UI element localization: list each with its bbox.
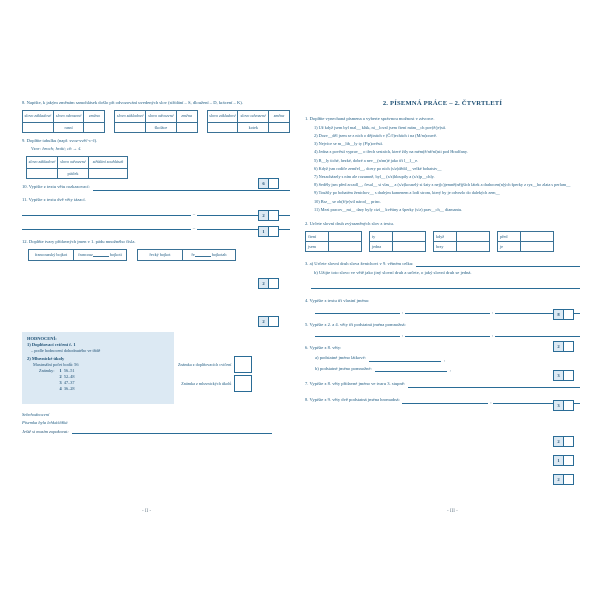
grade-value: 1	[59, 368, 62, 374]
col-header-derived: slovo odvozené	[146, 110, 177, 122]
fill-blank[interactable]	[93, 252, 109, 257]
task5-answer-line-3[interactable]	[495, 331, 580, 337]
table-row[interactable]	[207, 110, 290, 133]
grade-entry-box[interactable]	[234, 356, 252, 373]
score-box-task10[interactable]	[258, 226, 279, 237]
score-entry[interactable]	[564, 370, 574, 381]
col-header-derived: slovo odvozené	[58, 156, 89, 168]
col-header-base: slovo základové	[207, 110, 238, 122]
cell-base[interactable]	[115, 122, 146, 132]
fill-prefix: francouz	[78, 252, 93, 258]
score-entry[interactable]	[269, 226, 279, 237]
task6a-answer-line[interactable]	[369, 356, 441, 362]
grade-scale-row	[60, 386, 75, 392]
task3b-prompt: b) Užijte toto slovo ve větě jako jiný slovní druh a určete, o jaký slovní druh se jedná.	[314, 270, 472, 276]
cell-base[interactable]	[207, 122, 238, 132]
score-entry[interactable]	[564, 341, 574, 352]
task5-answer-line-1[interactable]	[315, 331, 400, 337]
cell-answer[interactable]	[329, 231, 362, 241]
cell-word: brzy	[434, 241, 457, 251]
grade-entry-row[interactable]	[178, 356, 252, 373]
task7-prompt: 7. Vypište z 8. věty přídavné jméno ve tvaru 3. stupně:	[305, 381, 406, 387]
cell-answer[interactable]	[457, 231, 490, 241]
answer-separator: ,	[449, 367, 451, 373]
self-evaluation	[22, 412, 272, 434]
page-number-left: - II -	[142, 509, 152, 514]
col-header-base: slovo základové	[23, 110, 54, 122]
task9-table[interactable]	[26, 156, 128, 179]
cell-answer[interactable]	[393, 231, 426, 241]
task7-answer-line[interactable]	[408, 382, 580, 388]
fill-blank[interactable]	[195, 252, 211, 257]
self-eval-answer-line[interactable]	[72, 428, 272, 434]
score-box-task4[interactable]	[553, 370, 574, 381]
task12-prompt: 12. Doplňte tvary přídavných jmen v 1. pádu množného čísla.	[22, 239, 136, 245]
table-row[interactable]	[22, 110, 105, 133]
self-eval-title: Sebehodnocení	[22, 412, 50, 417]
hodnoceni-item1-note: – podle hodnocení dohodnutého ve třídě	[31, 348, 101, 353]
cell-word: čtení	[306, 231, 329, 241]
page-number-right: - III -	[447, 509, 458, 514]
score-box-task3[interactable]	[553, 341, 574, 352]
list-item[interactable]: 11) Mezi pracov__mi__ dary byly cizí__ květiny a šperky (s/z) prav__ch__ diamantu.	[314, 206, 463, 212]
task4-prompt: 4. Vypište z textu tři vlastní jména:	[305, 298, 370, 304]
task3a-answer-line[interactable]	[416, 261, 580, 267]
answer-separator: –	[192, 211, 196, 217]
list-item[interactable]: 7) Nezacházely s ním ale rozumně, byl__ (s/z)hloupily a (s/z)p__chly.	[314, 173, 435, 179]
task4-answer-line-1[interactable]	[315, 308, 400, 314]
col-header-change: změna	[269, 110, 290, 122]
grade-entry-box[interactable]	[234, 375, 252, 392]
score-entry[interactable]	[269, 210, 279, 221]
score-entry[interactable]	[564, 400, 574, 411]
task1-prompt: 1. Doplňte vynechaná písmena a vyberte správnou možnost v závorce.	[305, 116, 435, 121]
list-item[interactable]: 5) B__ly tiché, hezké, dobré a nev__(n/nn)é jako tři l__l__e.	[314, 157, 419, 163]
grade-value: 3	[59, 380, 62, 386]
score-value: 8	[553, 309, 564, 320]
cell-answer[interactable]	[521, 231, 554, 241]
cell-answer[interactable]	[521, 241, 554, 251]
task6-prompt: 6. Vypište z 8. věty:	[305, 345, 342, 351]
task11-prompt: 11. Vypište z textu dvě věty tázací.	[22, 196, 86, 202]
cell-answer[interactable]	[329, 241, 362, 251]
score-box-task8-right[interactable]	[553, 474, 574, 485]
answer-separator: ,	[401, 332, 404, 338]
hodnoceni-scale-label: Známky:	[39, 368, 55, 374]
cell-word: když	[434, 231, 457, 241]
cell-change[interactable]	[269, 122, 290, 132]
task8-tables	[22, 110, 290, 133]
score-value: 2	[553, 436, 564, 447]
grade-range: 56–51	[63, 368, 75, 374]
score-entry[interactable]	[564, 436, 574, 447]
fill-suffix: bojkotah	[211, 252, 227, 258]
hodnoceni-item2-title: 2) Mluvnické úkoly	[27, 356, 65, 362]
col-header-change: změna	[176, 110, 197, 122]
task6b-label: b) podstatné jméno pomnožné:	[315, 365, 372, 371]
grade-entry-label: Známka z mluvnických úkolů	[181, 381, 232, 386]
grade-range: 36–28	[63, 386, 75, 392]
self-eval-line1[interactable]: Písemka byla lehká/těžká	[22, 420, 68, 425]
task1-items	[314, 125, 580, 213]
score-value: 1	[258, 226, 269, 237]
table-row[interactable]	[28, 249, 127, 261]
score-box-task6[interactable]	[553, 436, 574, 447]
score-value: 3	[553, 370, 564, 381]
list-item[interactable]: 9) Toužily po bohatém ženichov__ s drahým kamenem a lodí strom, který by je odvezlo do dalekých zem__	[314, 190, 500, 196]
score-value: 2	[553, 341, 564, 352]
score-box-task5[interactable]	[553, 400, 574, 411]
cell-answer[interactable]	[457, 241, 490, 251]
list-item[interactable]: 3) Nejvíce se m__ltb__ly ty (P/p)ověstí.	[314, 141, 383, 147]
col-header-base: slovo základové	[27, 156, 58, 168]
task8-prompt: 8. Vypište z 9. věty dvě podstatná jména hromadná:	[305, 396, 400, 402]
cell-model: francouzský bojkot	[29, 249, 74, 260]
task6b-answer-line[interactable]	[375, 366, 447, 372]
task6a-label: a) podstatné jméno látkové:	[315, 355, 366, 360]
score-box-task9[interactable]	[258, 210, 279, 221]
score-entry[interactable]	[269, 316, 279, 327]
col-header-derived: slovo odvozené	[238, 110, 269, 122]
cell-answer[interactable]	[393, 241, 426, 251]
col-header-derived: slovo odvozené	[53, 110, 84, 122]
hodnoceni-item1-title: 1) Doplňovací cvičení č. 1	[27, 342, 76, 347]
list-item[interactable]: 2) Dozv__děl jsem se z nich o dějinách v (Č/č)echách i na (M/m)oravě.	[314, 132, 438, 138]
task12-tables	[28, 249, 290, 261]
task9-note: Vzor: hroch; hráti; ch → š.	[31, 146, 82, 152]
cell-change[interactable]	[176, 122, 197, 132]
table-row[interactable]	[137, 249, 236, 261]
score-entry[interactable]	[564, 455, 574, 466]
grade-value: 4	[59, 386, 62, 392]
answer-separator: ,	[401, 308, 404, 314]
score-box-task8[interactable]	[258, 178, 279, 189]
grade-value: 2	[59, 374, 62, 380]
col-header-consonant-change: střídání souhlásek	[89, 156, 128, 168]
score-value: 2	[258, 210, 269, 221]
task8-prompt: 8. Napište, k jakým změnám samohlásek došlo při odvozování uvedených slov (střídání – S, dloužení – D, krácení – K).	[22, 100, 243, 105]
left-page	[22, 100, 290, 261]
table-row[interactable]	[305, 231, 362, 252]
grade-entry-label: Známka z doplňovacích cvičení	[178, 362, 232, 367]
score-entry[interactable]	[564, 474, 574, 485]
cell-change[interactable]	[84, 122, 105, 132]
list-item[interactable]: 6) Když jsm rodiče zemřel__, dcery po nich (s/z)dědil__ velké bohatstv__	[314, 165, 442, 171]
task2-tables	[305, 231, 580, 252]
table-row[interactable]	[369, 231, 426, 252]
table-row[interactable]	[114, 110, 197, 133]
score-value: 3	[553, 400, 564, 411]
cell-base[interactable]	[27, 168, 58, 178]
answer-separator: ,	[491, 308, 494, 314]
table-row[interactable]	[497, 231, 554, 252]
list-item[interactable]: 1) Už když jsem byl mal__ klük, ni__loval jsem čtení mám__ch pov(ě/je)stí.	[314, 124, 447, 130]
cell-derived[interactable]: kotek	[238, 122, 269, 132]
list-item[interactable]: 10) Brz__ se ob(ě/je)vil národ__ princ.	[314, 198, 382, 204]
grade-entry-row[interactable]	[178, 375, 252, 392]
cell-derived[interactable]: rasní	[53, 122, 84, 132]
task3a-prompt: 3. a) Určete slovní druh slova ženichovi v 9. větném celku:	[305, 260, 414, 266]
task11-answer-line-2[interactable]	[22, 224, 191, 230]
answer-separator: ,	[490, 398, 492, 404]
hodnoceni-panel	[22, 332, 174, 404]
cell-word: je	[498, 241, 521, 251]
task2-prompt: 2. Určete slovní druh zvýrazněných slov z textu.	[305, 221, 394, 227]
cell-derived[interactable]: ptáček	[58, 168, 89, 178]
grade-range: 52–48	[63, 374, 75, 380]
cell-derived[interactable]: školáce	[146, 122, 177, 132]
hodnoceni-title: HODNOCENÍ:	[27, 336, 57, 341]
page-title: 2. PÍSEMNÁ PRÁCE – 2. ČTVRTLETÍ	[382, 100, 503, 107]
cell-word: jsem	[306, 241, 329, 251]
score-entry[interactable]	[269, 178, 279, 189]
col-header-base: slovo základové	[115, 110, 146, 122]
score-value: 2	[553, 474, 564, 485]
score-box-task11[interactable]	[258, 278, 279, 289]
answer-separator: ,	[491, 332, 494, 338]
right-page	[305, 100, 580, 404]
score-entry[interactable]	[564, 309, 574, 320]
cell-word: jedna	[370, 241, 393, 251]
answer-separator: ,	[443, 356, 446, 362]
task8-answer-line-1[interactable]	[402, 398, 492, 404]
task10-prompt: 10. Vypište z textu větu rozkazovací:	[22, 183, 90, 189]
score-value: 2	[258, 316, 269, 327]
grade-entry-group	[178, 356, 252, 394]
task4-answer-line-2[interactable]	[405, 308, 490, 314]
cell-fill[interactable]	[183, 249, 236, 260]
task9-prompt: 9. Doplňte tabulku (např. svoz-svěť-c-č).	[22, 137, 98, 143]
cell-word: před	[498, 231, 521, 241]
col-header-change: změna	[84, 110, 105, 122]
cell-fill[interactable]	[74, 249, 127, 260]
list-item[interactable]: 8) Seděly jsm před zrcadl__, česal__ si vlas__ a (s/z)kouselý si šaty z nej(c)jemně(ně)jších látek a drahocen(n)ých šperky z ryz__ho zlata s perlam__	[314, 182, 571, 188]
cell-change[interactable]	[89, 168, 128, 178]
task5-prompt: 5. Vypište z 2. a 4. věty tři podstatná jména pomnožná:	[305, 321, 406, 327]
list-item[interactable]: 4) Jedna z pověstí vyprav__ o třech sestrách, které žily na mém(ě/ně/ní)sti pod Hradčany.	[314, 149, 468, 155]
fill-suffix: bojkoti	[109, 252, 122, 258]
score-box-task7[interactable]	[553, 455, 574, 466]
cell-model: řecký bojkot	[138, 249, 183, 260]
task11-answer-line-1[interactable]	[22, 210, 191, 216]
table-row[interactable]	[433, 231, 490, 252]
self-eval-line2: Ještě si musím zopakovat:	[22, 429, 69, 434]
score-entry[interactable]	[269, 278, 279, 289]
cell-base[interactable]	[23, 122, 54, 132]
cell-word: ty	[370, 231, 393, 241]
grade-range: 47–37	[63, 380, 75, 386]
score-value: 1	[553, 455, 564, 466]
score-value: 6	[258, 178, 269, 189]
score-box-task12[interactable]	[258, 316, 279, 327]
score-box-task2[interactable]	[553, 309, 574, 320]
task3b-answer-line[interactable]	[311, 283, 580, 289]
score-value: 2	[258, 278, 269, 289]
fill-prefix: ře	[191, 252, 195, 258]
hodnoceni-max-points: Maximální počet bodů: 56	[33, 362, 79, 368]
answer-separator: –	[192, 225, 196, 231]
task5-answer-line-2[interactable]	[405, 331, 490, 337]
